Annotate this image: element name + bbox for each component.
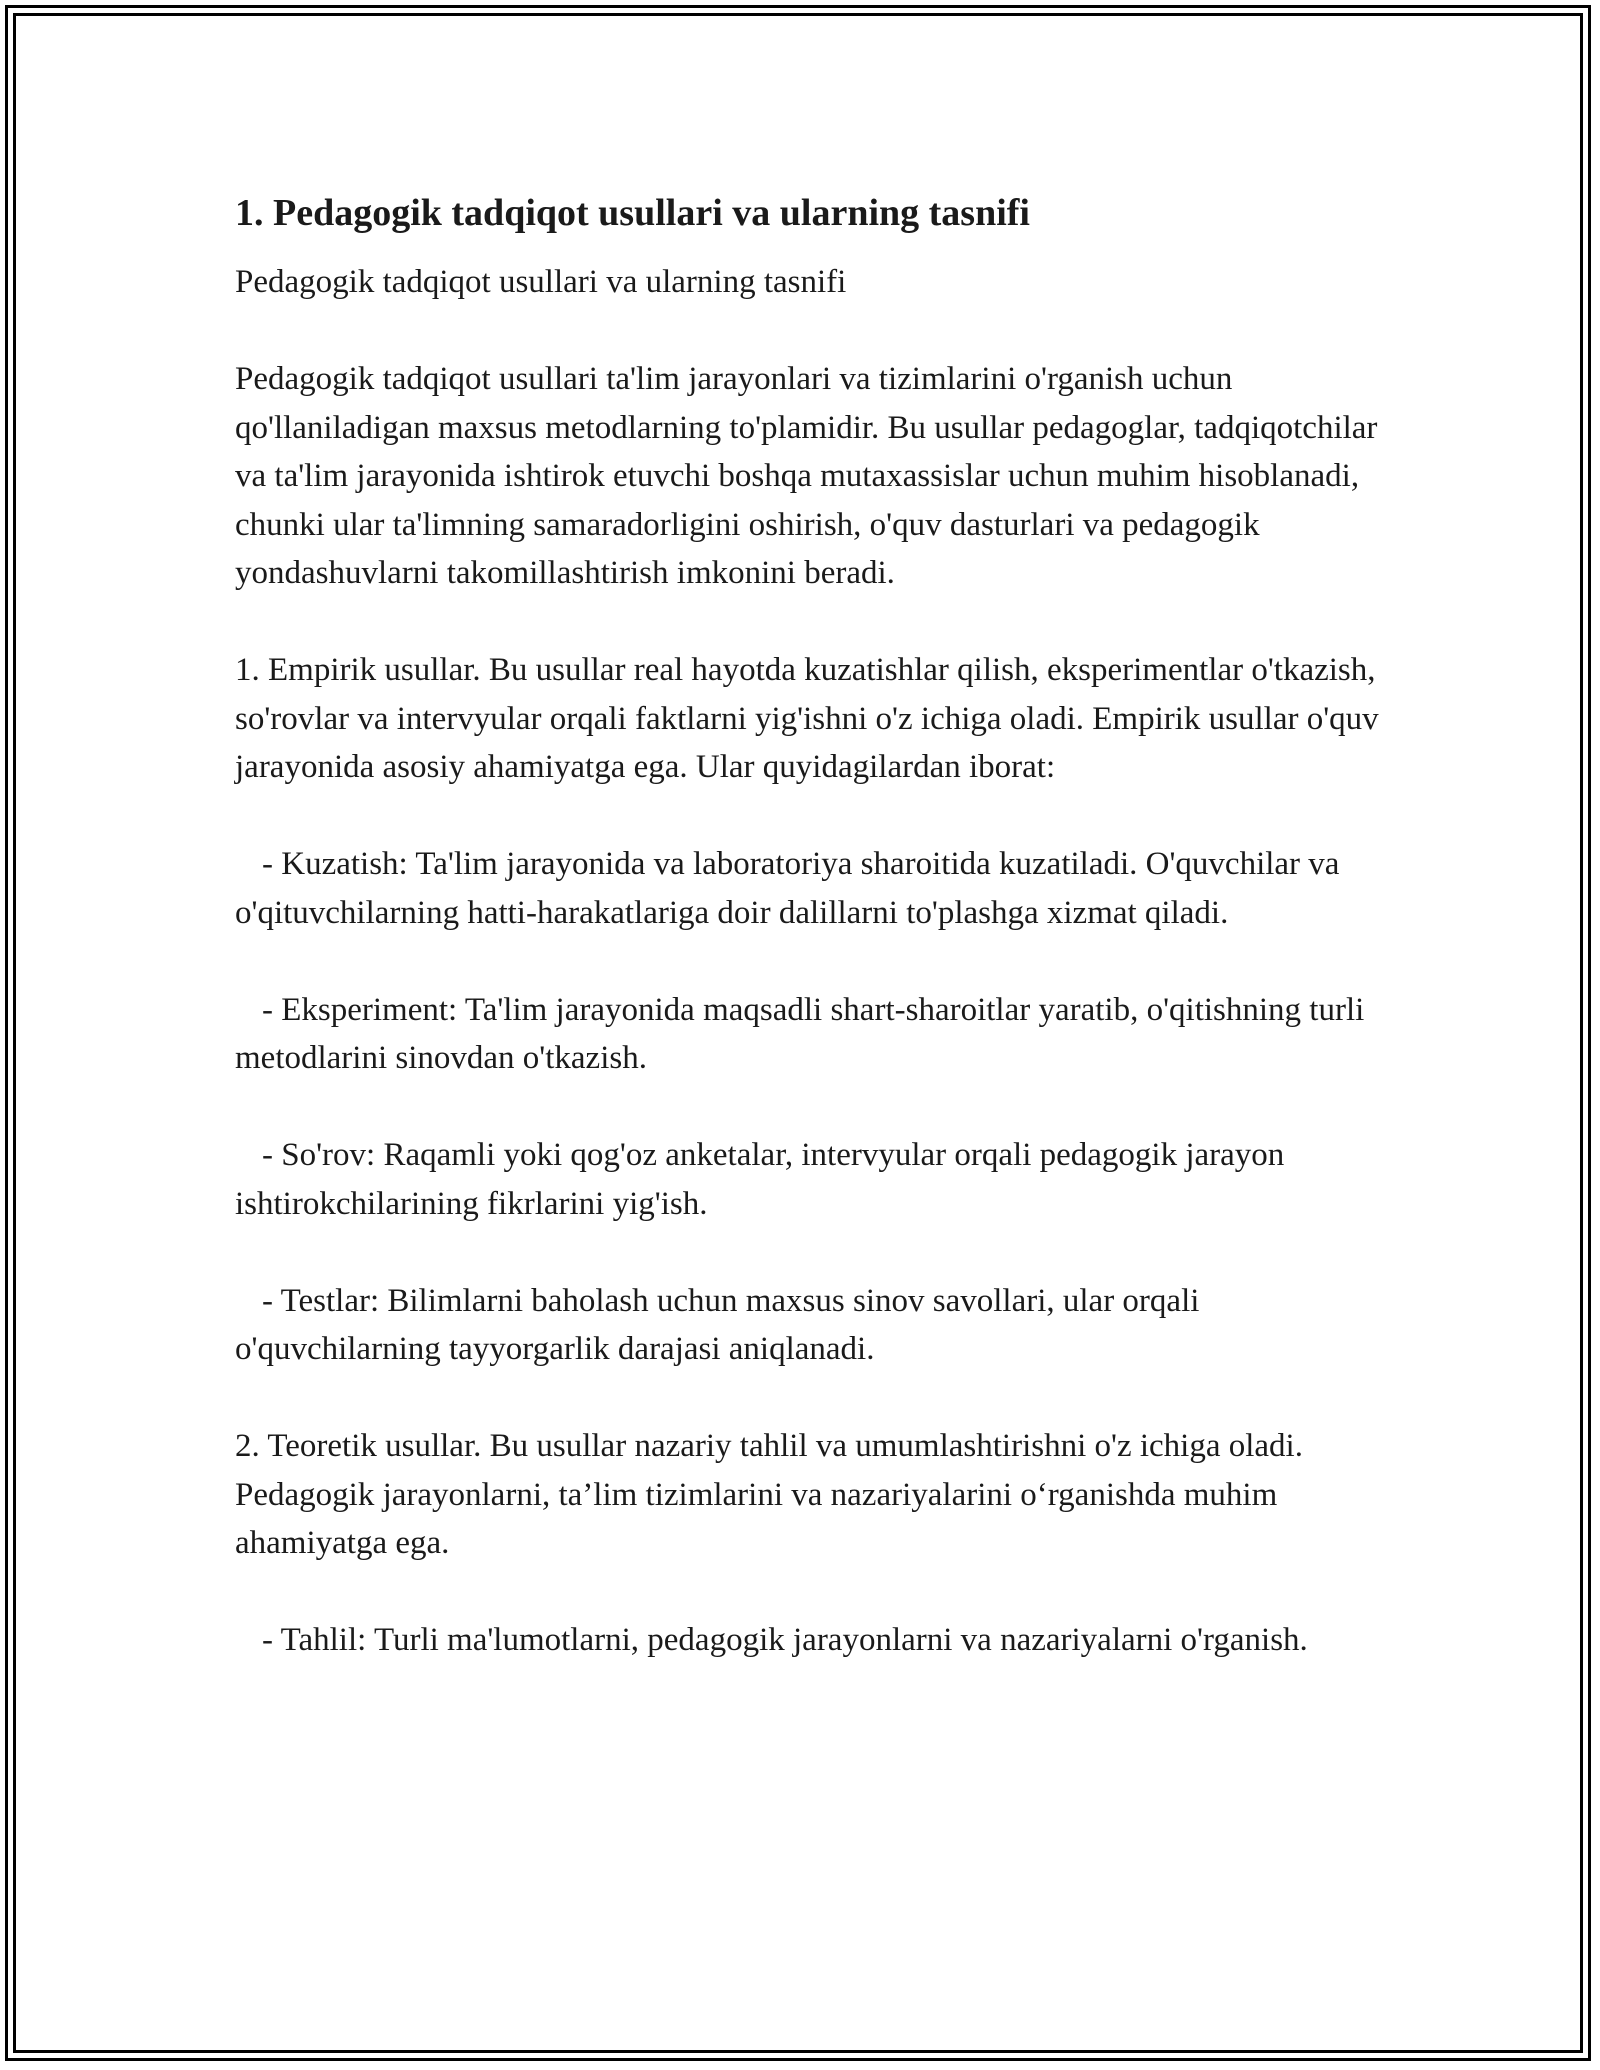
- list-item-text: - Eksperiment: Ta'lim jarayonida maqsadli shart-sharoitlar yaratib, o'qitishning turli metodlarini sinovdan o'tkazish.: [235, 991, 1365, 1076]
- list-item-analysis: [235, 1616, 1385, 1665]
- paragraph-gap: [235, 307, 1385, 356]
- paragraph-gap: [235, 598, 1385, 647]
- list-item-observation: [235, 840, 1385, 937]
- list-item-text: - Tahlil: Turli ma'lumotlarni, pedagogik jarayonlarni va nazariyalarni o'rganish.: [262, 1622, 1308, 1658]
- paragraph-gap: [235, 792, 1385, 841]
- list-item-text: - Testlar: Bilimlarni baholash uchun maxsus sinov savollari, ular orqali o'quvchilarning tayyorgarlik darajasi aniqlanadi.: [235, 1282, 1200, 1367]
- section-heading: 1. Pedagogik tadqiqot usullari va ularning tasnifi: [235, 192, 1030, 234]
- paragraph-gap: [235, 1228, 1385, 1277]
- intro-paragraph: Pedagogik tadqiqot usullari ta'lim jarayonlari va tizimlarini o'rganish uchun qo'llaniladigan maxsus metodlarning to'plamidir. Bu usullar pedagoglar, tadqiqotchilar va ta'lim jarayonida ishtirok etuvchi boshqa mutaxassislar uchun muhim hisoblanadi, chunki ular ta'limning samaradorligini oshirish, o'quv dasturlari va pedagogik yondashuvlarni takomillashtirish imkonini beradi.: [235, 361, 1378, 591]
- empirical-methods-paragraph: 1. Empirik usullar. Bu usullar real hayotda kuzatishlar qilish, eksperimentlar o'tkazish, so'rovlar va intervyular orqali faktlarni yig'ishni o'z ichiga oladi. Empirik usullar o'quv jarayonida asosiy ahamiyatga ega. Ular quyidagilardan iborat:: [235, 652, 1379, 785]
- list-item-tests: [235, 1277, 1385, 1374]
- document-subtitle: Pedagogik tadqiqot usullari va ularning tasnifi: [235, 264, 847, 300]
- list-item-text: - So'rov: Raqamli yoki qog'oz anketalar, intervyular orqali pedagogik jarayon ishtirokchilarining fikrlarini yig'ish.: [235, 1137, 1285, 1222]
- paragraph-gap: [235, 1374, 1385, 1423]
- list-item-experiment: [235, 986, 1385, 1083]
- paragraph-gap: [235, 937, 1385, 986]
- paragraph-gap: [235, 1083, 1385, 1132]
- paragraph-gap: [235, 1568, 1385, 1617]
- list-item-text: - Kuzatish: Ta'lim jarayonida va laboratoriya sharoitida kuzatiladi. O'quvchilar va o'qituvchilarning hatti-harakatlariga doir dalillarni to'plashga xizmat qiladi.: [235, 846, 1340, 931]
- document-body: [235, 186, 1385, 1665]
- theoretical-methods-paragraph: 2. Teoretik usullar. Bu usullar nazariy tahlil va umumlashtirishni o'z ichiga oladi. Pedagogik jarayonlarni, ta’lim tizimlarini va nazariyalarini o‘rganishda muhim ahamiyatga ega.: [235, 1428, 1303, 1561]
- list-item-survey: [235, 1131, 1385, 1228]
